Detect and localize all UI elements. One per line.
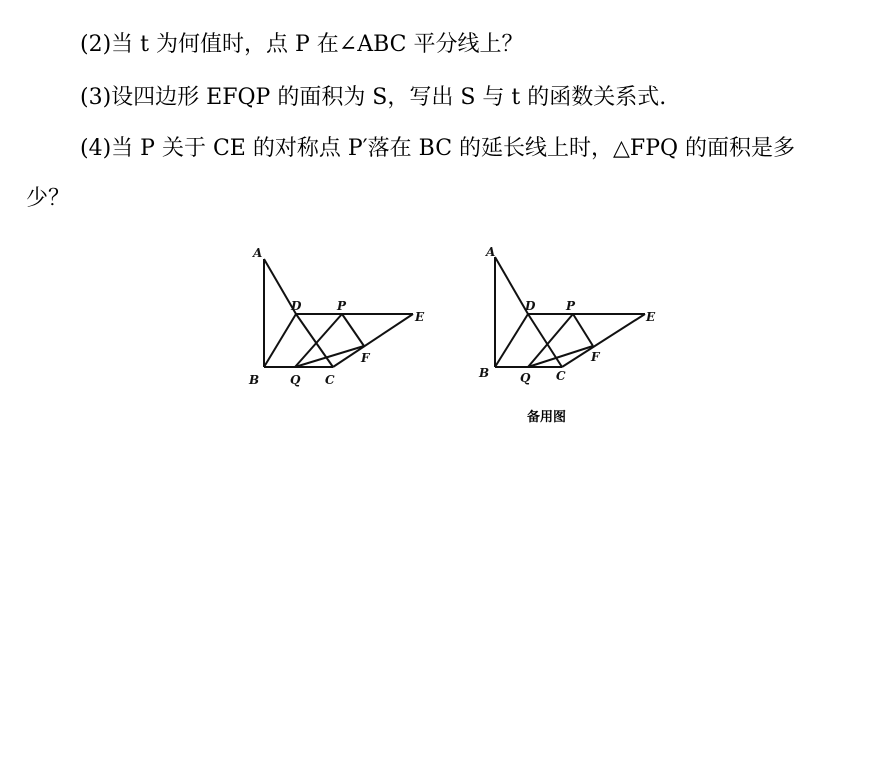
segment-pf <box>342 314 364 346</box>
question-4-line-1: (4)当 P 关于 CE 的对称点 P′落在 BC 的延长线上时，△FPQ 的面积是多 <box>80 136 796 161</box>
segment-dc-backup <box>528 314 562 367</box>
label-p: P <box>337 299 347 313</box>
question-2: (2)当 t 为何值时，点 P 在∠ABC 平分线上？ <box>80 32 524 57</box>
label-q: Q <box>290 373 301 387</box>
label-q-backup: Q <box>520 371 531 385</box>
geometry-diagram-svg <box>247 245 432 390</box>
label-c-backup: C <box>556 369 566 383</box>
segment-ec-backup <box>562 314 645 367</box>
segment-db-backup <box>495 314 528 367</box>
label-c: C <box>325 373 335 387</box>
label-d-backup: D <box>525 299 536 313</box>
figure-caption: 备用图 <box>527 410 567 425</box>
label-e-backup: E <box>646 310 656 324</box>
label-b: B <box>249 373 260 387</box>
geometry-diagram-backup-svg <box>476 245 661 390</box>
label-e: E <box>415 310 425 324</box>
segment-ad-backup <box>495 257 528 314</box>
segment-db <box>264 314 296 367</box>
question-4-line-2: 少？ <box>26 186 71 211</box>
segment-pf-backup <box>573 314 593 346</box>
label-a-backup: A <box>486 245 496 259</box>
question-3: (3)设四边形 EFQP 的面积为 S，写出 S 与 t 的函数关系式. <box>80 85 667 110</box>
label-b-backup: B <box>479 366 490 380</box>
label-f-backup: F <box>591 350 600 364</box>
label-p-backup: P <box>566 299 576 313</box>
label-f: F <box>361 351 370 365</box>
label-a: A <box>253 246 263 260</box>
label-d: D <box>291 299 302 313</box>
segment-ec <box>333 314 413 367</box>
geometry-figure-backup <box>476 245 661 390</box>
geometry-figure-main <box>247 245 432 390</box>
